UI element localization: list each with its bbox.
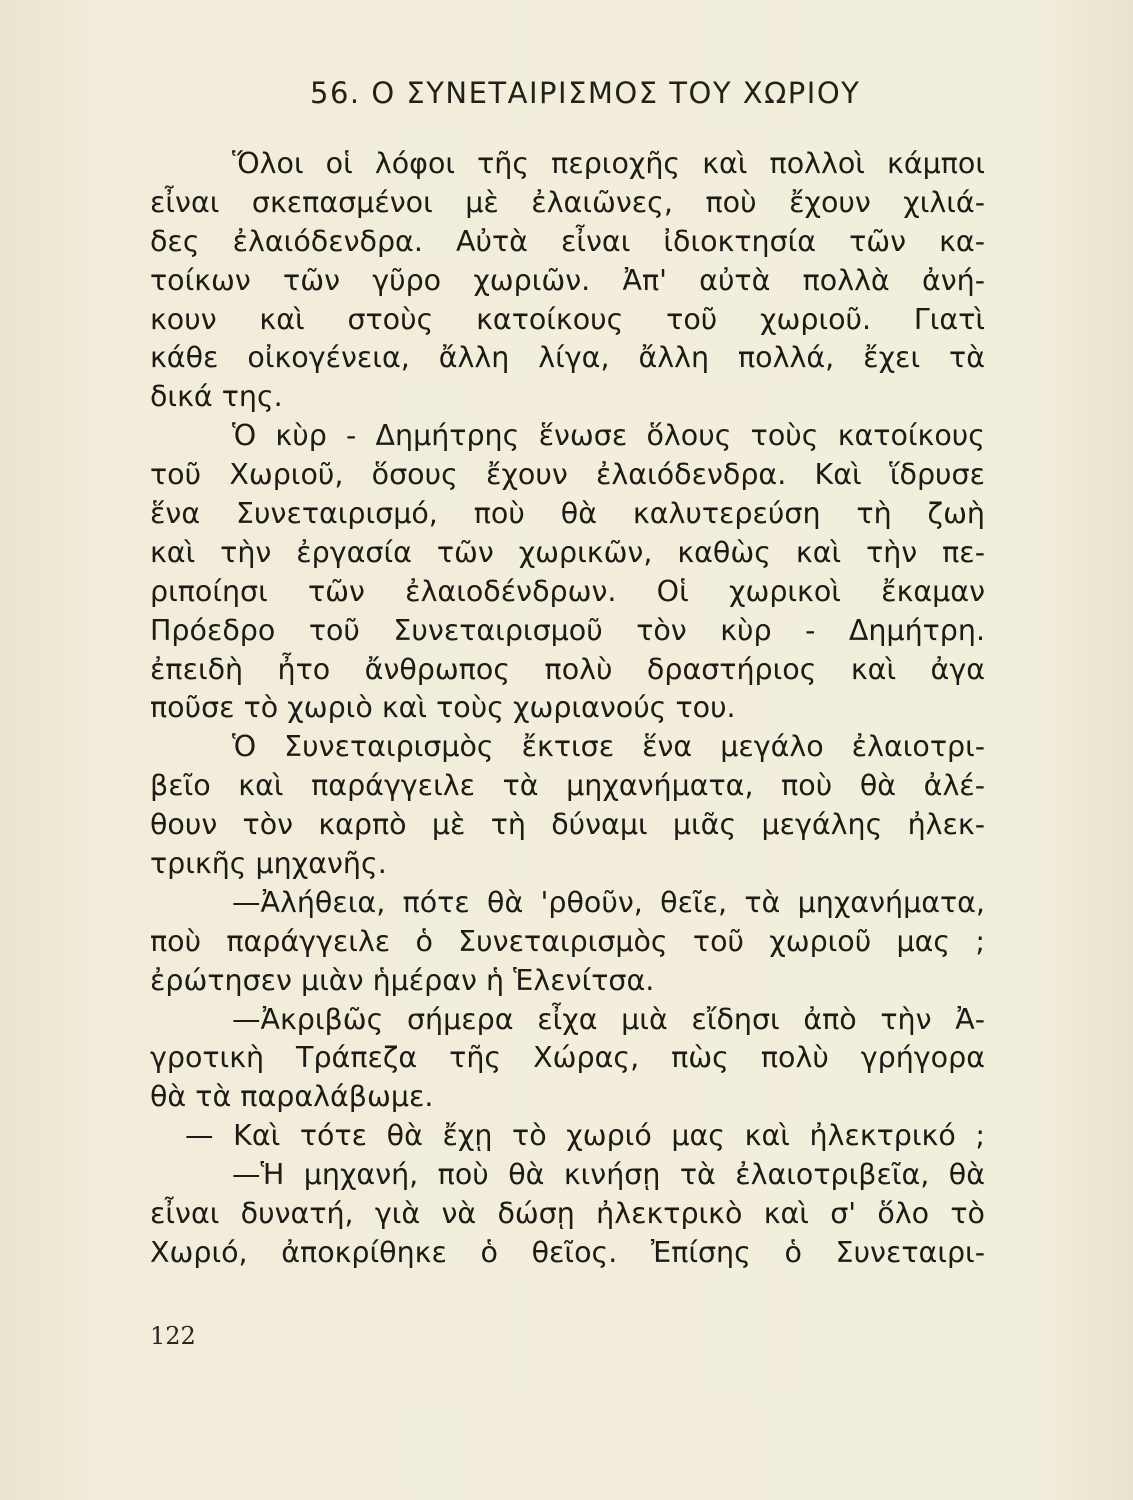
text-line: ἐρώτησεν μιὰν ἡμέραν ἡ Ἑλενίτσα.: [150, 963, 655, 997]
chapter-title: 56. Ο ΣΥΝΕΤΑΙΡΙΣΜΟΣ ΤΟΥ ΧΩΡΙΟΥ: [310, 76, 861, 110]
text-line: βεῖο καὶ παράγγειλε τὰ μηχανήματα, ποὺ θὰ ἀλέ-: [150, 769, 985, 803]
text-line: — Καὶ τότε θὰ ἔχῃ τὸ χωριό μας καὶ ἠλεκτρικό ;: [185, 1119, 985, 1153]
text-line: ἐπειδὴ ἦτο ἄνθρωπος πολὺ δραστήριος καὶ ἀγα: [150, 652, 985, 686]
text-line: Ὁ Συνεταιρισμὸς ἔκτισε ἕνα μεγάλο ἐλαιοτρι-: [232, 730, 985, 764]
text-line: εἶναι σκεπασμένοι μὲ ἐλαιῶνες, ποὺ ἔχουν χιλιά-: [150, 185, 985, 219]
text-line: Ὅλοι οἱ λόφοι τῆς περιοχῆς καὶ πολλοὶ κάμποι: [232, 147, 985, 180]
text-line: δικά της.: [150, 380, 283, 414]
text-line: θουν τὸν καρπὸ μὲ τὴ δύναμι μιᾶς μεγάλης ἠλεκ-: [150, 808, 985, 842]
text-line: δες ἐλαιόδενδρα. Αὐτὰ εἶναι ἰδιοκτησία τῶν κα-: [150, 224, 985, 258]
text-line: —Ἡ μηχανή, ποὺ θὰ κινήσῃ τὰ ἐλαιοτριβεῖα, θὰ: [232, 1158, 985, 1192]
text-line: —Ἀκριβῶς σήμερα εἶχα μιὰ εἴδησι ἀπὸ τὴν Ἀ-: [232, 1002, 985, 1036]
text-line: θὰ τὰ παραλάβωμε.: [150, 1080, 434, 1114]
text-line: ποῦσε τὸ χωριὸ καὶ τοὺς χωριανούς του.: [150, 691, 736, 725]
text-line: ριποίησι τῶν ἐλαιοδένδρων. Οἱ χωρικοὶ ἔκαμαν: [150, 574, 985, 608]
text-line: γροτικὴ Τράπεζα τῆς Χώρας, πὼς πολὺ γρήγορα: [150, 1041, 985, 1075]
text-line: Πρόεδρο τοῦ Συνεταιρισμοῦ τὸν κὺρ - Δημήτρη.: [150, 613, 985, 647]
text-line: τρικῆς μηχανῆς.: [150, 847, 387, 881]
page-number: 122: [150, 1322, 196, 1350]
text-line: —Ἀλήθεια, πότε θὰ 'ρθοῦν, θεῖε, τὰ μηχανήματα,: [232, 885, 985, 919]
text-line: καὶ τὴν ἐργασία τῶν χωρικῶν, καθὼς καὶ τὴν πε-: [150, 535, 985, 569]
text-line: κουν καὶ στοὺς κατοίκους τοῦ χωριοῦ. Γιατὶ: [150, 302, 985, 336]
text-line: Χωριό, ἀποκρίθηκε ὁ θεῖος. Ἐπίσης ὁ Συνεταιρι-: [150, 1235, 985, 1269]
text-line: Ὁ κὺρ - Δημήτρης ἕνωσε ὅλους τοὺς κατοίκους: [232, 419, 985, 453]
text-line: ἕνα Συνεταιρισμό, ποὺ θὰ καλυτερεύση τὴ ζωὴ: [150, 497, 985, 531]
text-line: ποὺ παράγγειλε ὁ Συνεταιρισμὸς τοῦ χωριοῦ μας ;: [150, 924, 985, 958]
text-line: εἶναι δυνατή, γιὰ νὰ δώσῃ ἠλεκτρικὸ καὶ σ' ὅλο τὸ: [150, 1197, 985, 1231]
text-line: τοῦ Χωριοῦ, ὅσους ἔχουν ἐλαιόδενδρα. Καὶ ἵδρυσε: [150, 458, 985, 492]
body-text: [150, 145, 985, 1273]
text-line: κάθε οἰκογένεια, ἄλλη λίγα, ἄλλη πολλά, ἔχει τὰ: [150, 341, 985, 375]
text-line: τοίκων τῶν γῦρο χωριῶν. Ἀπ' αὐτὰ πολλὰ ἀνή-: [150, 263, 985, 297]
